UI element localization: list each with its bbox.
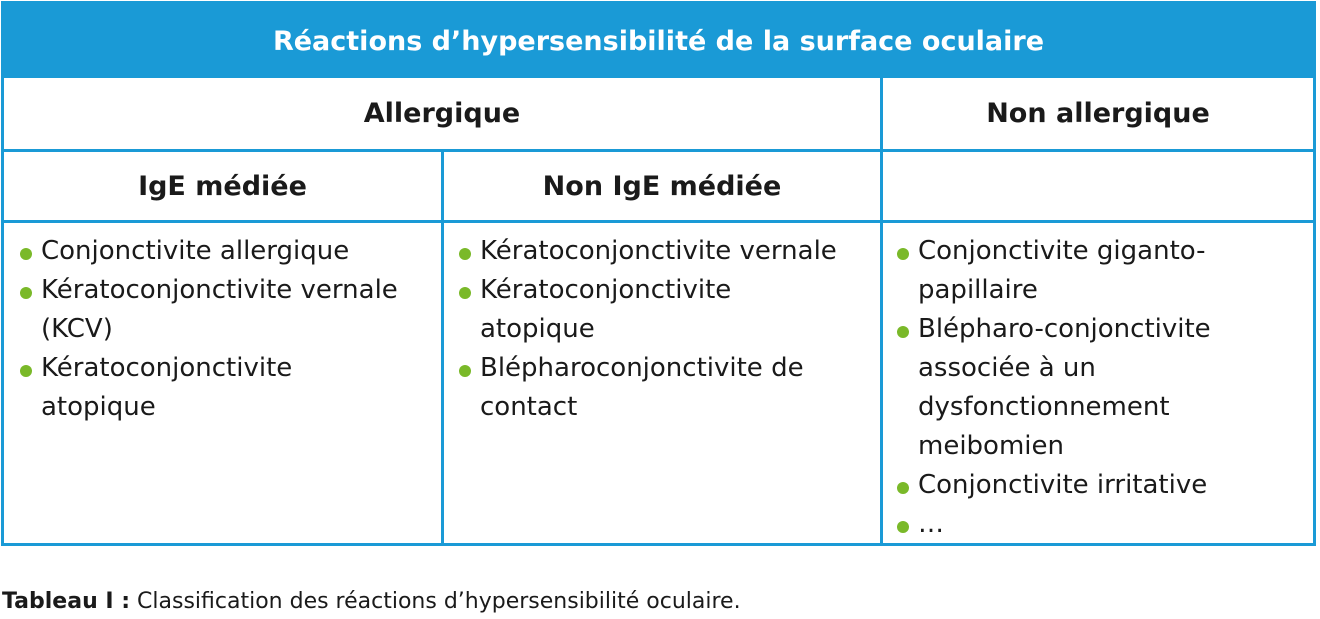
table-title: Réactions d’hypersensibilité de la surface oculaire (4, 4, 1313, 78)
list-item: … (896, 505, 1306, 544)
subheader-non-ige: Non IgE médiée (542, 170, 782, 202)
list-item: Conjonctivite allergique (19, 232, 434, 271)
subheader-ige: IgE médiée (138, 170, 307, 202)
caption-text: Classification des réactions d’hypersensibilité oculaire. (130, 589, 741, 614)
list-item: Kératoconjonctivite vernale (KCV) (19, 271, 434, 349)
list-item: Blépharoconjonctivite de contact (458, 349, 873, 427)
cell-non-ige (458, 232, 873, 427)
cell-non-allergic (896, 232, 1306, 544)
list-non-ige (458, 232, 873, 427)
list-ige (19, 232, 434, 427)
table-caption (2, 589, 741, 614)
header-allergic: Allergique (363, 98, 521, 129)
hypersensitivity-table (1, 1, 1316, 546)
list-item: Kératoconjonctivite atopique (458, 271, 873, 349)
cell-ige (19, 232, 434, 427)
list-non-allergic (896, 232, 1306, 544)
list-item: Blépharo-conjonctivite associée à un dysfonctionnement meibomien (896, 310, 1306, 466)
subheader-non-allergic (883, 152, 1313, 220)
list-item: Conjonctivite giganto-papillaire (896, 232, 1306, 310)
caption-lead: Tableau I : (2, 589, 131, 614)
list-item: Kératoconjonctivite atopique (19, 349, 434, 427)
list-item: Conjonctivite irritative (896, 466, 1306, 505)
list-item: Kératoconjonctivite vernale (458, 232, 873, 271)
row-divider (4, 220, 1313, 223)
header-non-allergic: Non allergique (986, 98, 1210, 129)
